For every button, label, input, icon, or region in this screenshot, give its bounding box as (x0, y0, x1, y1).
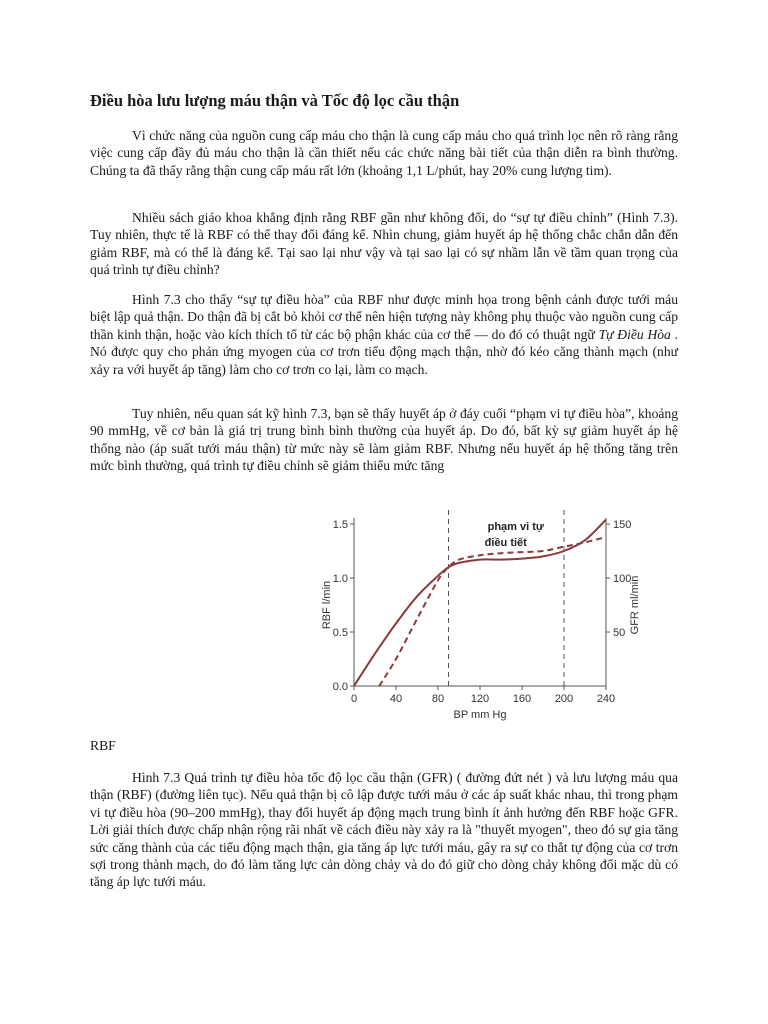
y-left-tick-label: 1.0 (332, 573, 348, 585)
paragraph-autoregulation-text-b: . Nó được quy cho phản ứng myogen của cơ trơn tiểu động mạch thận, nhờ đó kéo căng thành mạch (như xảy ra với huyết áp tăng) làm cho cơ trơn co lại, làm co mạch. (90, 326, 679, 377)
x-tick-label: 160 (512, 693, 532, 705)
x-tick-label: 40 (389, 693, 403, 705)
x-tick-label: 0 (350, 693, 358, 705)
x-tick-label: 80 (431, 693, 445, 705)
figure-autoregulation-chart (316, 500, 646, 736)
y-right-tick-label: 150 (613, 519, 632, 531)
y-left-tick-label: 1.5 (332, 519, 348, 531)
paragraph-figure-observation: Tuy nhiên, nếu quan sát kỹ hình 7.3, bạn sẽ thấy huyết áp ở đáy cuối “phạm vi tự điều hòa”, khoảng 90 mmHg, về cơ bản là giá trị trung bình bình thường của huyết áp. Do đó, bất kỳ sự giảm huyết áp hệ thống nào (áp suất tưới máu thận) từ mức này sẽ làm giảm RBF. Nhưng nếu huyết áp hệ thống tăng trên mức bình thường, quá trình tự điều chỉnh sẽ giảm thiểu mức tăng (90, 406, 678, 474)
range-annotation-line1: phạm vi tự (487, 521, 544, 533)
y-right-axis-title: GFR ml/min (629, 575, 641, 635)
paragraph-autoregulation-text-a: Hình 7.3 cho thấy “sự tự điều hòa” của RBF như được minh họa trong bệnh cảnh được tưới máu biệt lập quả thận. Do thận đã bị cắt bỏ khỏi cơ thể nên hiện tượng này không phụ thuộc vào nguồn cung cấp thần kinh thận, hoặc vào kích thích tố từ các bộ phận khác của cơ thể — do đó có thuật ngữ (90, 292, 678, 342)
x-tick-label: 240 (596, 693, 616, 705)
figure-caption: Hình 7.3 Quá trình tự điều hòa tốc độ lọc cầu thận (GFR) ( đường đứt nét ) và lưu lượng máu qua thận (RBF) (đường liên tục). Nếu quả thận bị cô lập được tưới máu ở các áp suất khác nhau, thì trong phạm vi tự điều hòa (90–200 mmHg), thay đổi huyết áp động mạch trung bình ít ảnh hưởng đến RBF hoặc GFR. Lời giải thích được chấp nhận rộng rãi nhất về cách điều này xảy ra là "thuyết myogen", theo đó sự gia tăng sức căng thành của các tiểu động mạch thận, gia tăng áp lực tưới máu, gây ra sự co thắt tự động của cơ trơn sợi trong thành mạch, do đó làm tăng lực cản dòng chảy và do đó giữ cho dòng chảy không đổi mặc dù có tăng áp lực tưới máu. (90, 770, 678, 890)
paragraph-autoregulation (90, 291, 678, 378)
y-left-tick-label: 0.0 (332, 681, 348, 693)
y-left-tick-label: 0.5 (332, 627, 348, 639)
paragraph-blood-supply: Vì chức năng của nguồn cung cấp máu cho thận là cung cấp máu cho quá trình lọc nên rõ ràng rằng việc cung cấp đầy đủ máu cho thận là cần thiết nếu các chức năng bài tiết của thận diễn ra bình thường. Chúng ta đã thấy rằng thận cung cấp máu rất lớn (khoảng 1,1 L/phút, hay 20% cung lượng tim). (90, 128, 678, 178)
page-title: Điều hòa lưu lượng máu thận và Tốc độ lọc cầu thận (90, 91, 460, 110)
x-tick-label: 200 (554, 693, 574, 705)
y-right-tick-label: 50 (613, 627, 626, 639)
term-autoregulation: Tự Điều Hòa (598, 326, 671, 342)
x-tick-label: 120 (470, 693, 490, 705)
x-axis-title: BP mm Hg (453, 709, 507, 721)
paragraph-rbf-claim: Nhiều sách giáo khoa khẳng định rằng RBF gần như không đổi, do “sự tự điều chỉnh” (Hình 7.3). Tuy nhiên, thực tế là RBF có thể thay đổi đáng kể. Nhìn chung, giảm huyết áp hệ thống chắc chắn dẫn đến giảm RBF, mà có thể là đáng kể. Tại sao lại như vậy và tại sao lại có sự nhầm lẫn về tầm quan trọng của quá trình tự điều chỉnh? (90, 210, 678, 278)
rbf-curve (354, 520, 606, 686)
rbf-label: RBF (90, 738, 116, 753)
autoregulation-chart (316, 500, 646, 732)
range-annotation-line2: điều tiết (484, 537, 527, 549)
y-right-tick-label: 100 (613, 573, 632, 585)
y-left-axis-title: RBF l/min (321, 580, 333, 630)
